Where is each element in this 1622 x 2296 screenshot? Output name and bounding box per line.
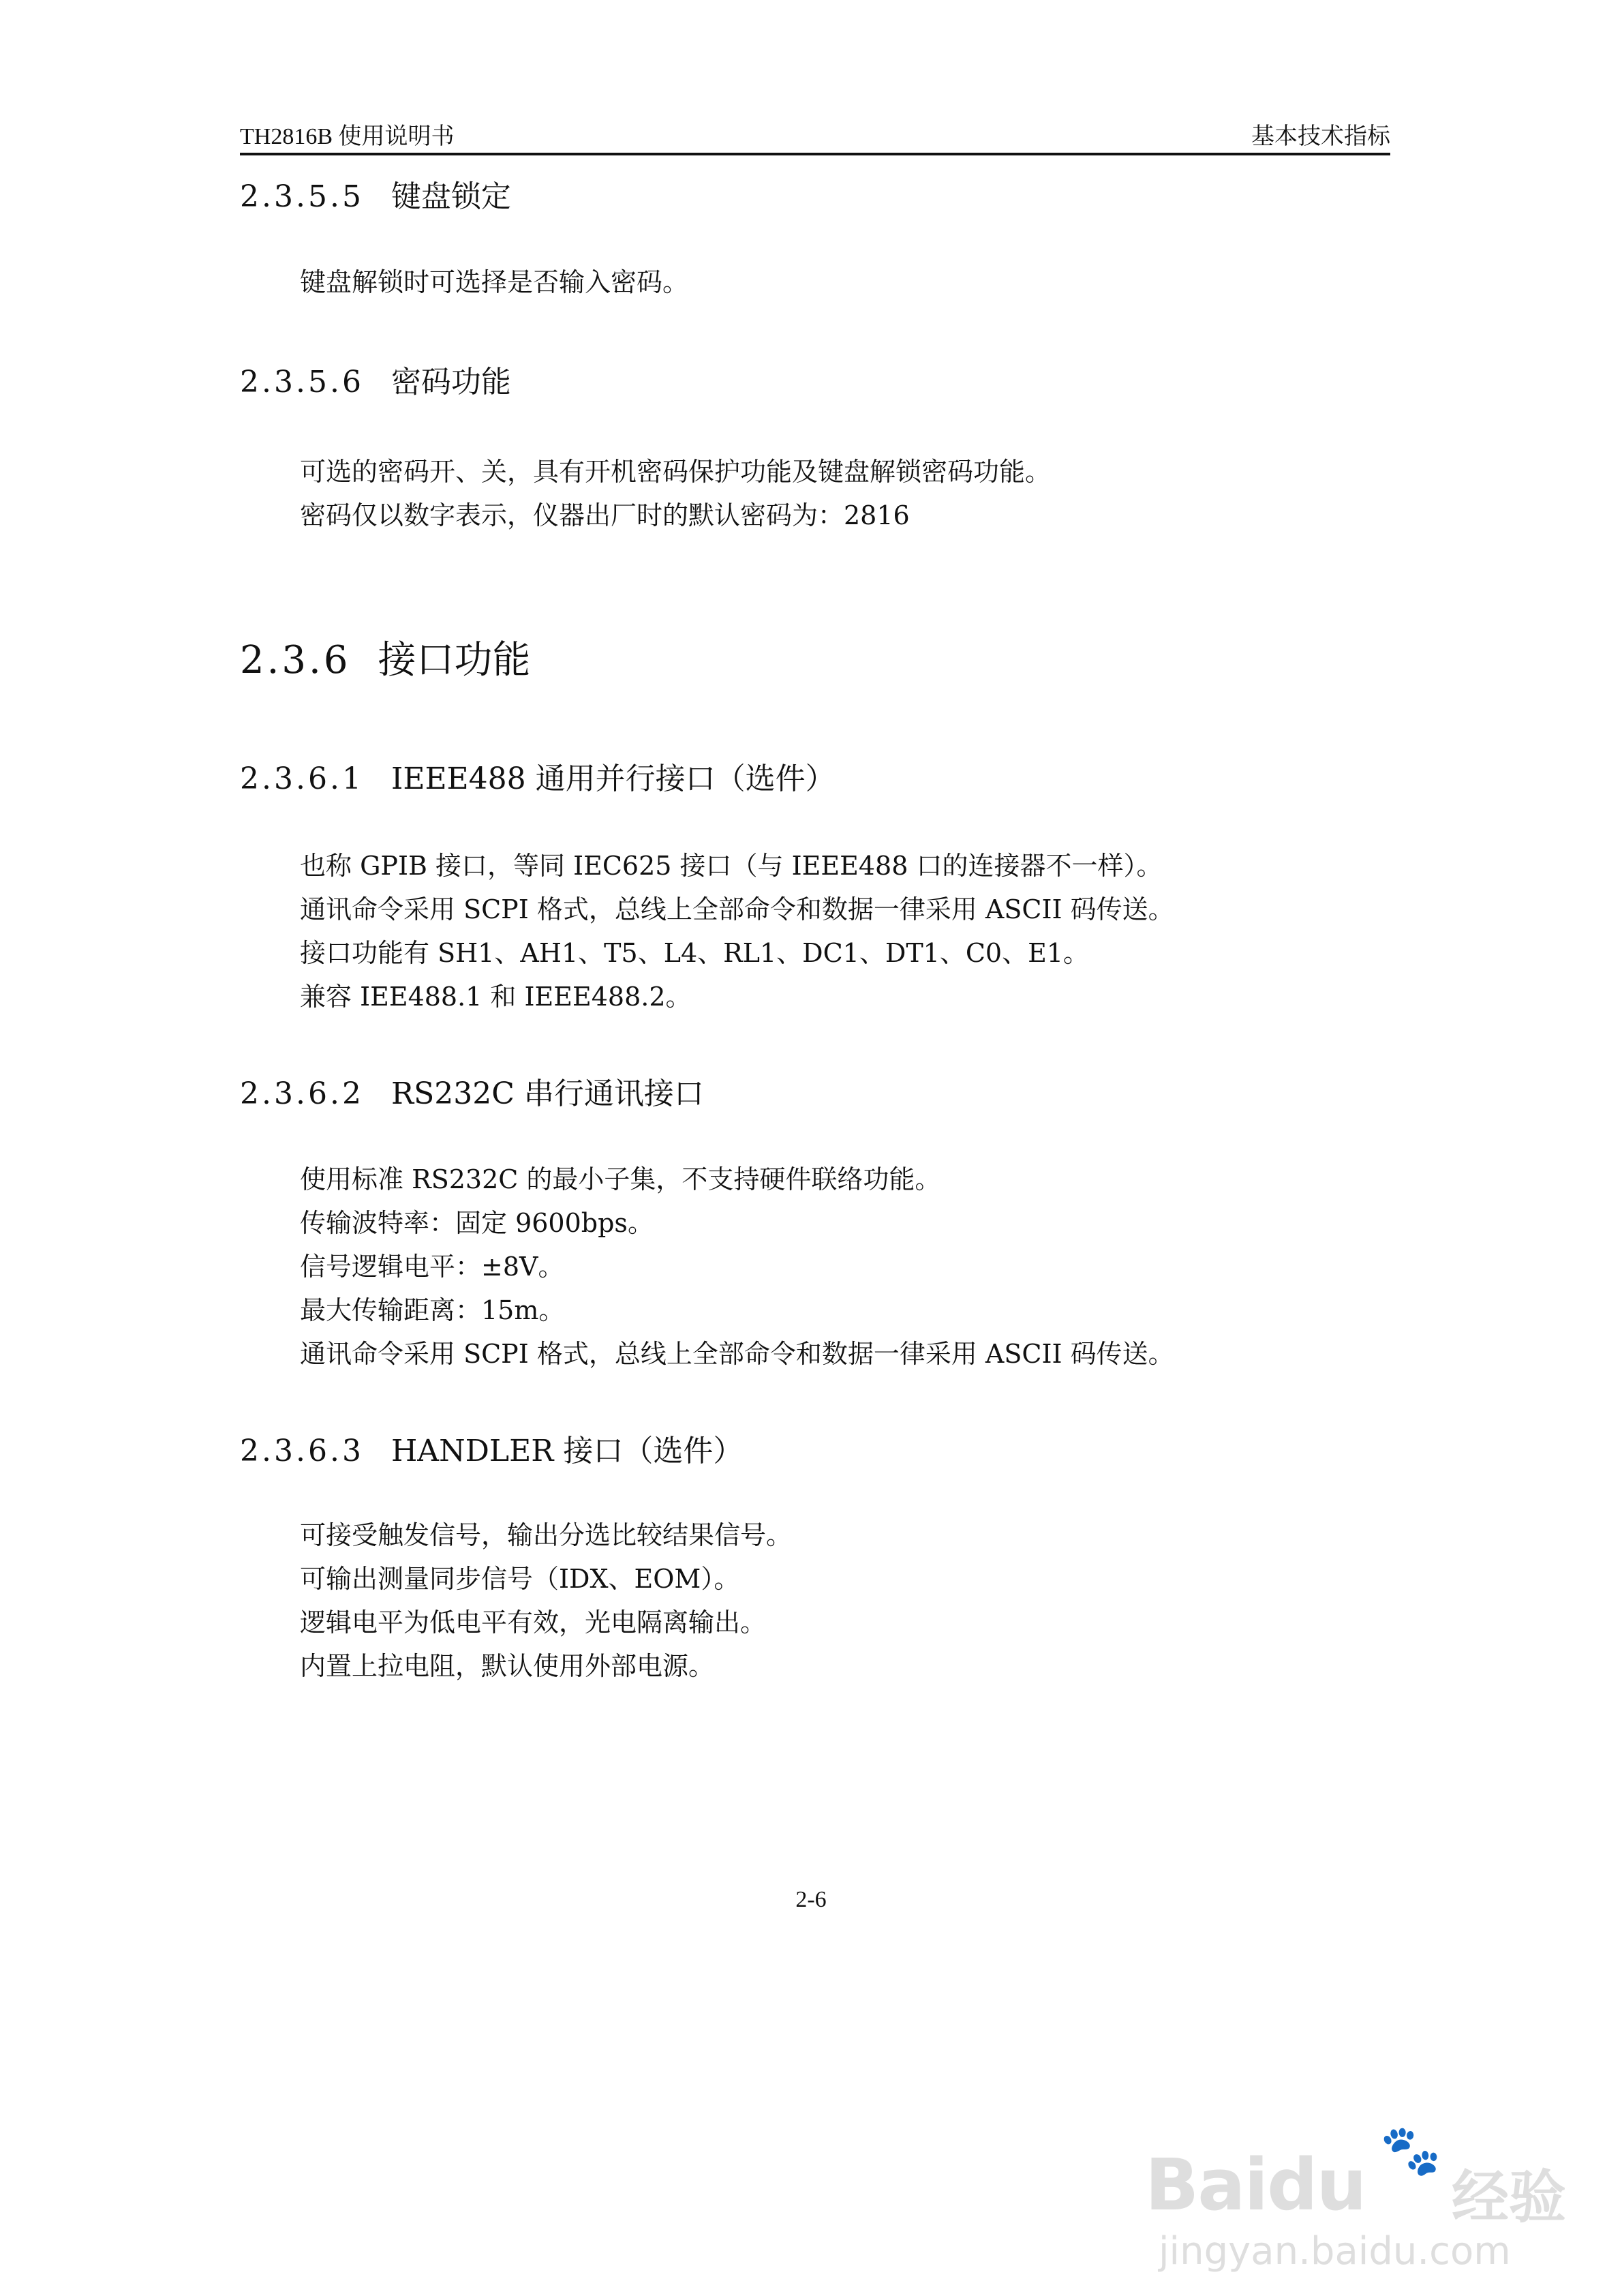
paw-icon: 🐾 bbox=[1380, 2121, 1441, 2179]
page-header bbox=[240, 115, 1390, 155]
section-title: IEEE488 通用并行接口（选件） bbox=[391, 761, 836, 796]
body-line: 接口功能有 SH1、AH1、T5、L4、RL1、DC1、DT1、C0、E1。 bbox=[300, 938, 1090, 968]
body-line: 可接受触发信号，输出分选比较结果信号。 bbox=[300, 1520, 793, 1550]
section-title: HANDLER 接口（选件） bbox=[391, 1434, 744, 1468]
section-heading-2-3-6 bbox=[240, 630, 531, 684]
section-title: 接口功能 bbox=[378, 638, 531, 682]
body-line: 最大传输距离：15m。 bbox=[300, 1295, 565, 1325]
body-line: 信号逻辑电平：±8V。 bbox=[300, 1252, 564, 1282]
section-number: 2.3.5.5 bbox=[240, 179, 364, 214]
body-line: 兼容 IEE488.1 和 IEEE488.2。 bbox=[300, 982, 692, 1012]
baidu-jingyan-watermark bbox=[1145, 2121, 1581, 2274]
section-heading-2-3-5-6 bbox=[240, 357, 511, 401]
header-doc-title: TH2816B 使用说明书 bbox=[240, 124, 455, 149]
watermark-suffix: 经验 bbox=[1452, 2164, 1567, 2231]
body-line: 密码仅以数字表示，仪器出厂时的默认密码为：2816 bbox=[300, 500, 910, 530]
watermark-url: jingyan.baidu.com bbox=[1159, 2229, 1511, 2274]
watermark-logo-text: Baidu bbox=[1145, 2143, 1366, 2226]
body-line: 可输出测量同步信号（IDX、EOM）。 bbox=[300, 1564, 740, 1594]
section-number: 2.3.6.3 bbox=[240, 1434, 364, 1468]
section-number: 2.3.5.6 bbox=[240, 365, 364, 399]
body-line: 逻辑电平为低电平有效，光电隔离输出。 bbox=[300, 1607, 767, 1637]
section-title: RS232C 串行通讯接口 bbox=[391, 1076, 704, 1111]
body-line: 传输波特率：固定 9600bps。 bbox=[300, 1208, 654, 1238]
section-title: 密码功能 bbox=[391, 365, 511, 399]
body-line: 键盘解锁时可选择是否输入密码。 bbox=[300, 267, 689, 297]
section-body-2-3-5-6 bbox=[300, 450, 1390, 537]
section-body-2-3-6-3 bbox=[300, 1513, 1390, 1688]
body-line: 内置上拉电阻，默认使用外部电源。 bbox=[300, 1651, 715, 1681]
section-heading-2-3-5-5 bbox=[240, 172, 511, 215]
section-heading-2-3-6-1 bbox=[240, 754, 836, 798]
body-line: 通讯命令采用 SCPI 格式，总线上全部命令和数据一律采用 ASCII 码传送。 bbox=[300, 1339, 1174, 1369]
header-chapter-title: 基本技术指标 bbox=[1251, 124, 1390, 149]
section-number: 2.3.6.2 bbox=[240, 1076, 364, 1111]
section-body-2-3-5-5 bbox=[300, 260, 1390, 304]
body-line: 通讯命令采用 SCPI 格式，总线上全部命令和数据一律采用 ASCII 码传送。 bbox=[300, 894, 1174, 924]
section-body-2-3-6-1 bbox=[300, 844, 1390, 1018]
section-heading-2-3-6-3 bbox=[240, 1426, 743, 1470]
page-number: 2-6 bbox=[795, 1887, 827, 1912]
body-line: 可选的密码开、关，具有开机密码保护功能及键盘解锁密码功能。 bbox=[300, 457, 1052, 487]
section-heading-2-3-6-2 bbox=[240, 1069, 704, 1113]
section-body-2-3-6-2 bbox=[300, 1158, 1390, 1376]
body-line: 使用标准 RS232C 的最小子集，不支持硬件联络功能。 bbox=[300, 1164, 941, 1194]
section-number: 2.3.6 bbox=[240, 638, 351, 682]
body-line: 也称 GPIB 接口，等同 IEC625 接口（与 IEEE488 口的连接器不一样）。 bbox=[300, 851, 1163, 881]
section-number: 2.3.6.1 bbox=[240, 761, 364, 796]
section-title: 键盘锁定 bbox=[391, 179, 511, 214]
